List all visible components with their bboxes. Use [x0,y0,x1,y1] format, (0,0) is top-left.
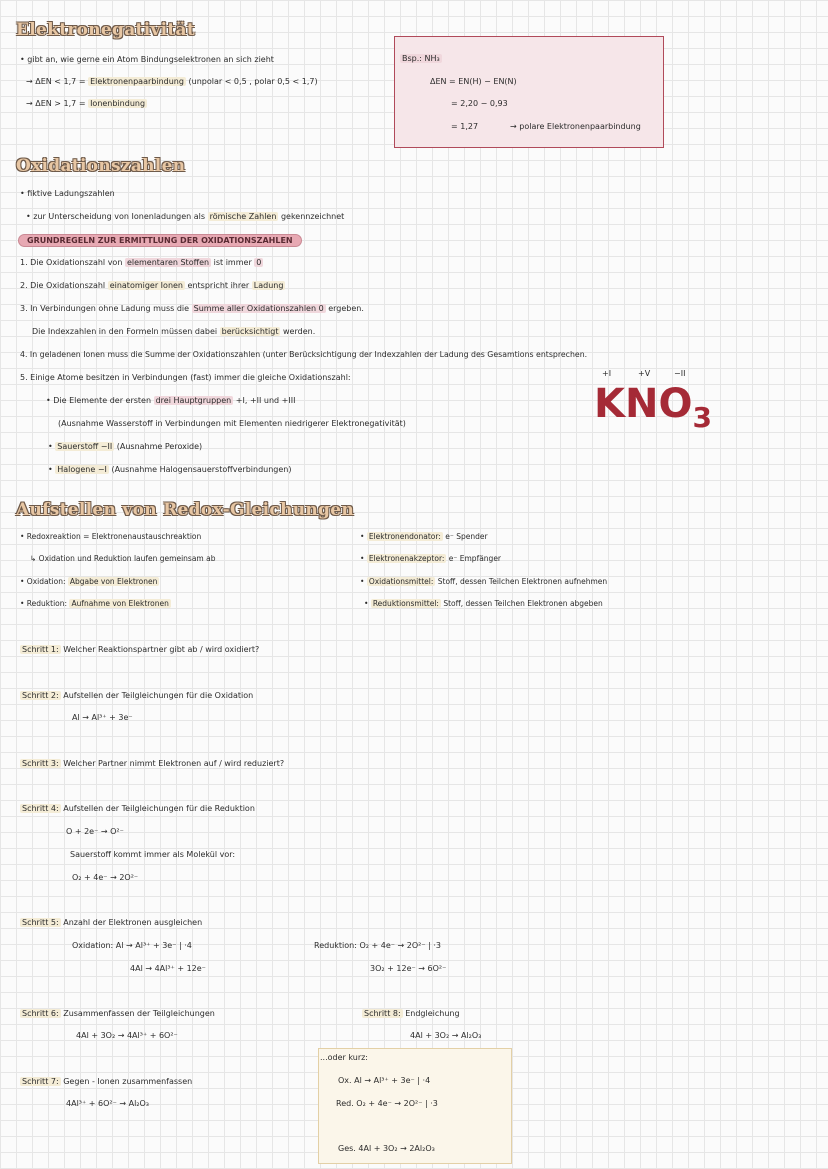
example-eq-2: = 2,20 − 0,93 [451,99,508,108]
step-4-eq-1: O + 2e⁻ → O²⁻ [66,827,124,836]
en-rule-2: → ΔEN > 1,7 = Ionenbindung [26,99,146,108]
step-3: Schritt 3: Welcher Partner nimmt Elektronen auf / wird reduziert? [22,759,285,768]
step-5-red-1: Reduktion: O₂ + 4e⁻ → 2O²⁻ | ·3 [314,941,442,950]
example-result: → polare Elektronenpaarbindung [510,122,641,131]
ox-rule-2: 2. Die Oxidationszahl einatomiger Ionen entspricht ihrer Ladung [20,281,284,290]
kno3-formula: $KNO_3$ [594,381,712,434]
akzeptor-def: • Elektronenakzeptor: e⁻ Empfänger [360,554,502,563]
step-4-eq-2: O₂ + 4e⁻ → 2O²⁻ [72,873,139,882]
kno3-ox-n: +V [638,369,651,378]
kno3-ox-k: +I [602,369,612,378]
redox-def: • Redoxreaktion = Elektronenaustauschreaktion [20,532,202,541]
example-label: Bsp.: NH₃ [402,54,440,63]
kno3-ox-o: −II [674,369,686,378]
step-8: Schritt 8: Endgleichung [364,1009,460,1018]
ox-def-2: • zur Unterscheidung von Ionenladungen als römische Zahlen gekennzeichnet [26,212,345,221]
en-rule-1: → ΔEN < 1,7 = Elektronenpaarbindung (unpolar < 0,5 , polar 0,5 < 1,7) [26,77,318,86]
en-definition: • gibt an, wie gerne ein Atom Bindungselektronen an sich zieht [20,55,274,64]
step-5-ox-1: Oxidation: Al → Al³⁺ + 3e⁻ | ·4 [72,941,192,950]
summary-title: ...oder kurz: [320,1053,368,1062]
summary-ges: Ges. 4Al + 3O₂ → 2Al₂O₃ [338,1144,435,1153]
oxidation-def: • Oxidation: Abgabe von Elektronen [20,577,158,586]
ox-rule-1: 1. Die Oxidationszahl von elementaren Stoffen ist immer 0 [20,258,262,267]
title-oxidationszahlen: Oxidationszahlen [16,156,186,176]
title-elektronegativitaet: Elektronegativität [16,20,196,40]
ox-rule-5a-note: (Ausnahme Wasserstoff in Verbindungen mit Elementen niedrigerer Elektronegativität) [58,419,406,428]
step-5-red-2: 3O₂ + 12e⁻ → 6O²⁻ [370,964,447,973]
step-8-eq: 4Al + 3O₂ → Al₂O₃ [410,1031,482,1040]
step-5: Schritt 5: Anzahl der Elektronen ausgleichen [22,918,203,927]
summary-ox: Ox. Al → Al³⁺ + 3e⁻ | ·4 [338,1076,431,1085]
example-eq-3: = 1,27 [451,122,479,131]
step-7: Schritt 7: Gegen - Ionen zusammenfassen [22,1077,193,1086]
step-1: Schritt 1: Welcher Reaktionspartner gibt ab / wird oxidiert? [22,645,260,654]
ox-rule-4: 4. In geladenen Ionen muss die Summe der Oxidationszahlen (unter Berücksichtigung der Indexzahlen der Ladung des Gesamtions entsprechen. [20,350,588,359]
summary-red: Red. O₂ + 4e⁻ → 2O²⁻ | ·3 [336,1099,438,1108]
ox-rule-3: 3. In Verbindungen ohne Ladung muss die Summe aller Oxidationszahlen 0 ergeben. [20,304,364,313]
step-4: Schritt 4: Aufstellen der Teilgleichungen für die Reduktion [22,804,255,813]
reduktionsmittel-def: • Reduktionsmittel: Stoff, dessen Teilchen Elektronen abgeben [364,599,603,608]
ox-rule-3-note: Die Indexzahlen in den Formeln müssen dabei berücksichtigt werden. [32,327,316,336]
ox-rule-5b: • Sauerstoff −II (Ausnahme Peroxide) [48,442,203,451]
ox-rule-5a: • Die Elemente der ersten drei Hauptgruppen +I, +II und +III [46,396,296,405]
step-2: Schritt 2: Aufstellen der Teilgleichungen für die Oxidation [22,691,254,700]
example-eq-1: ΔEN = EN(H) − EN(N) [430,77,517,86]
step-7-eq: 4Al³⁺ + 6O²⁻ → Al₂O₃ [66,1099,150,1108]
donator-def: • Elektronendonator: e⁻ Spender [360,532,488,541]
ox-rule-5: 5. Einige Atome besitzen in Verbindungen (fast) immer die gleiche Oxidationszahl: [20,373,351,382]
step-5-ox-2: 4Al → 4Al³⁺ + 12e⁻ [130,964,206,973]
step-6-eq: 4Al + 3O₂ → 4Al³⁺ + 6O²⁻ [76,1031,178,1040]
rules-badge: GRUNDREGELN ZUR ERMITTLUNG DER OXIDATIONSZAHLEN [18,234,302,247]
redox-note: ↳ Oxidation und Reduktion laufen gemeinsam ab [30,554,216,563]
step-6: Schritt 6: Zusammenfassen der Teilgleichungen [22,1009,215,1018]
step-2-eq: Al → Al³⁺ + 3e⁻ [72,713,133,722]
reduktion-def: • Reduktion: Aufnahme von Elektronen [20,599,169,608]
step-4-note: Sauerstoff kommt immer als Molekül vor: [70,850,236,859]
title-redox: Aufstellen von Redox-Gleichungen [16,500,355,520]
ox-rule-5c: • Halogene −I (Ausnahme Halogensauerstoffverbindungen) [48,465,292,474]
ox-def-1: • fiktive Ladungszahlen [20,189,115,198]
oxidationsmittel-def: • Oxidationsmittel: Stoff, dessen Teilchen Elektronen aufnehmen [360,577,608,586]
